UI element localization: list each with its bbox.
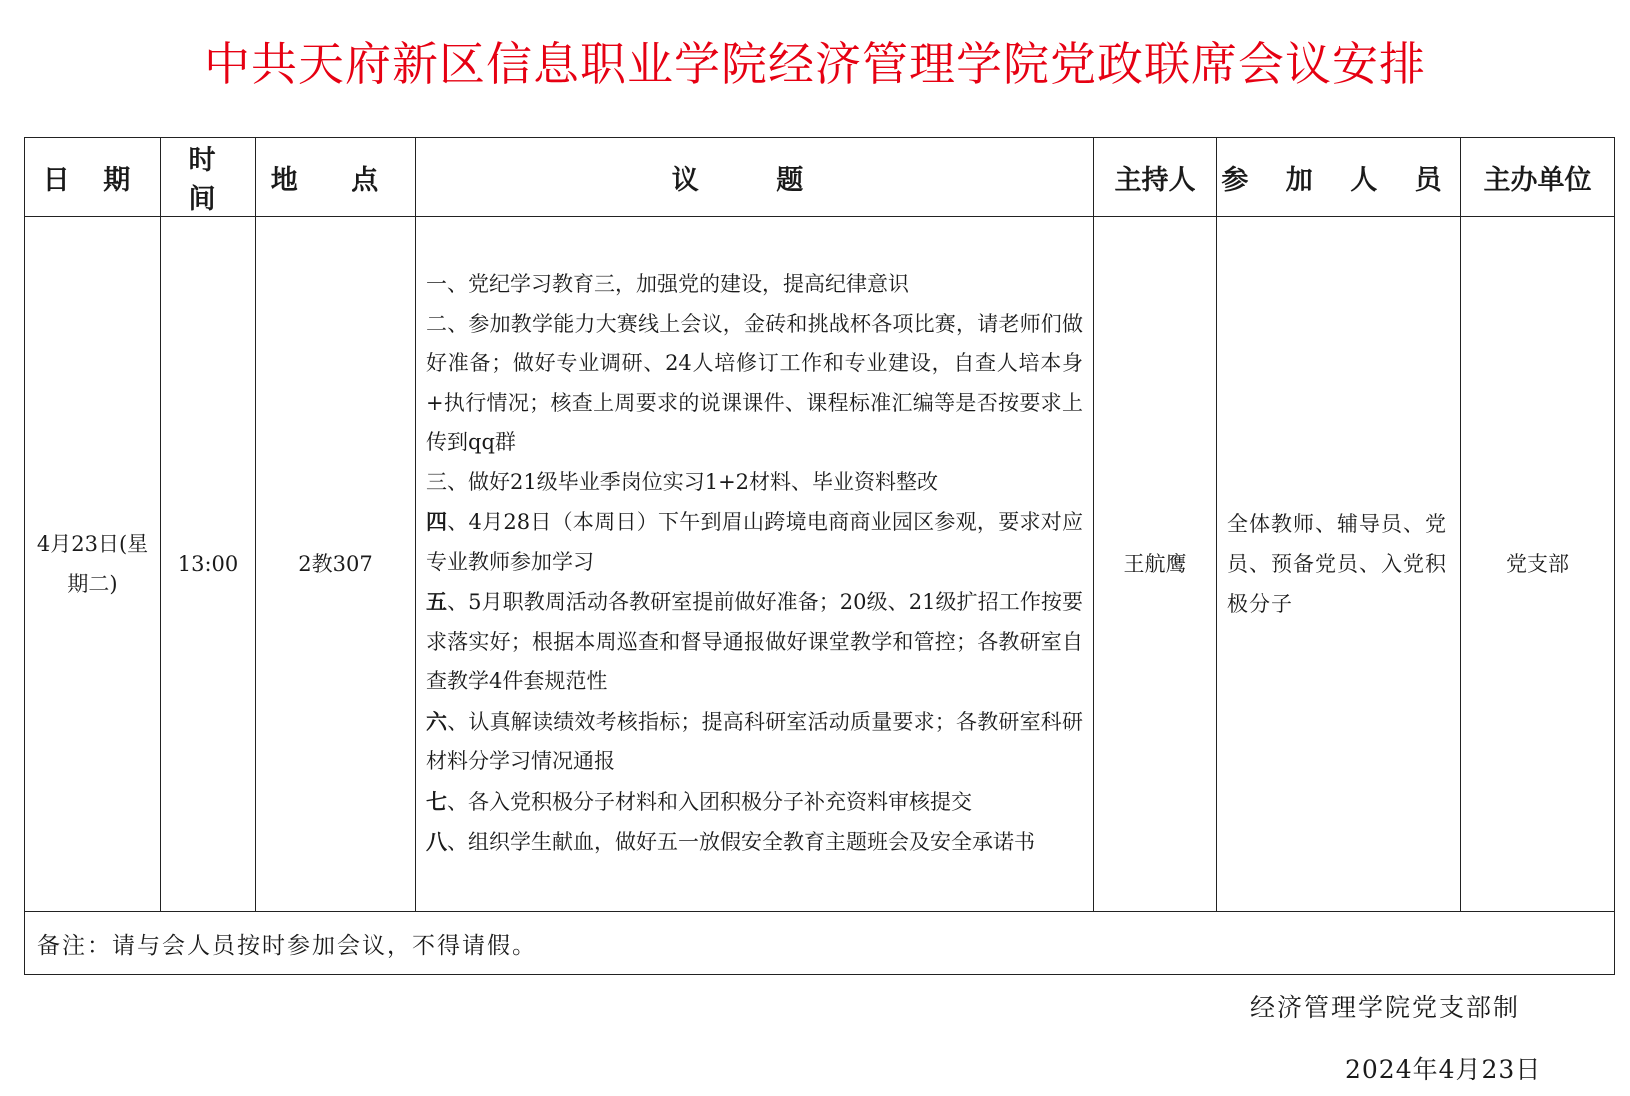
schedule-table xyxy=(24,137,1615,975)
agenda-item xyxy=(426,265,1083,305)
agenda-item xyxy=(426,702,1083,782)
table-row xyxy=(25,217,1615,912)
cell-time: 13:00 xyxy=(161,217,256,912)
agenda-item-number: 二 xyxy=(426,311,448,336)
agenda-item xyxy=(426,502,1083,582)
agenda-item-number: 八 xyxy=(426,829,447,855)
agenda-item-number: 七 xyxy=(426,788,447,814)
agenda-item xyxy=(426,822,1083,863)
agenda-item-text: 、5月职教周活动各教研室提前做好准备；20级、21级扩招工作按要求落实好；根据本周巡查和督导通报做好课堂教学和管控；各教研室自查教学4件套规范性 xyxy=(426,590,1083,694)
agenda-item-text: 、做好21级毕业季岗位实习1+2材料、毕业资料整改 xyxy=(447,469,939,494)
agenda-item xyxy=(426,782,1083,823)
cell-organizer: 党支部 xyxy=(1461,217,1615,912)
cell-participants: 全体教师、辅导员、党员、预备党员、入党积极分子 xyxy=(1217,217,1461,912)
note-text: 备注：请与会人员按时参加会议，不得请假。 xyxy=(25,912,1615,975)
note-row xyxy=(25,912,1615,975)
header-host: 主持人 xyxy=(1094,138,1217,217)
agenda-item-text: 、认真解读绩效考核指标；提高科研室活动质量要求；各教研室科研材料分学习情况通报 xyxy=(426,709,1084,774)
header-date: 日 期 xyxy=(25,138,161,217)
issuer-signature: 经济管理学院党支部制 xyxy=(1250,993,1521,1022)
agenda-item-number: 三 xyxy=(426,469,447,494)
cell-location: 2教307 xyxy=(256,217,416,912)
agenda-item-number: 四 xyxy=(426,509,448,535)
agenda-item xyxy=(426,582,1083,702)
cell-host: 王航鹰 xyxy=(1094,217,1217,912)
agenda-item-number: 六 xyxy=(426,708,448,734)
cell-agenda xyxy=(416,217,1094,912)
agenda-item xyxy=(426,463,1083,503)
cell-date: 4月23日(星期二) xyxy=(25,217,161,912)
header-time: 时 间 xyxy=(161,138,256,217)
header-location: 地 点 xyxy=(256,138,416,217)
agenda-item-text: 、党纪学习教育三，加强党的建设，提高纪律意识 xyxy=(447,272,909,297)
agenda-item xyxy=(426,305,1083,463)
agenda-item-text: 、4月28日（本周日）下午到眉山跨境电商商业园区参观，要求对应专业教师参加学习 xyxy=(426,510,1083,574)
page-title: 中共天府新区信息职业学院经济管理学院党政联席会议安排 xyxy=(204,37,1426,91)
agenda-item-number: 一 xyxy=(426,272,447,297)
agenda-item-number: 五 xyxy=(426,589,448,615)
header-organizer: 主办单位 xyxy=(1461,138,1615,217)
agenda-item-text: 、组织学生献血，做好五一放假安全教育主题班会及安全承诺书 xyxy=(447,830,1035,855)
issue-date: 2024年4月23日 xyxy=(1345,1055,1542,1084)
agenda-item-text: 、参加教学能力大赛线上会议，金砖和挑战杯各项比赛，请老师们做好准备；做好专业调研、24人培修订工作和专业建设，自查人培本身+执行情况；核查上周要求的说课课件、课程标准汇编等是否按要求上传到qq群 xyxy=(426,311,1084,455)
header-topic: 议 题 xyxy=(416,138,1094,217)
header-row xyxy=(25,138,1615,217)
agenda-item-text: 、各入党积极分子材料和入团积极分子补充资料审核提交 xyxy=(447,789,972,814)
header-participants: 参 加 人 员 xyxy=(1217,138,1461,217)
